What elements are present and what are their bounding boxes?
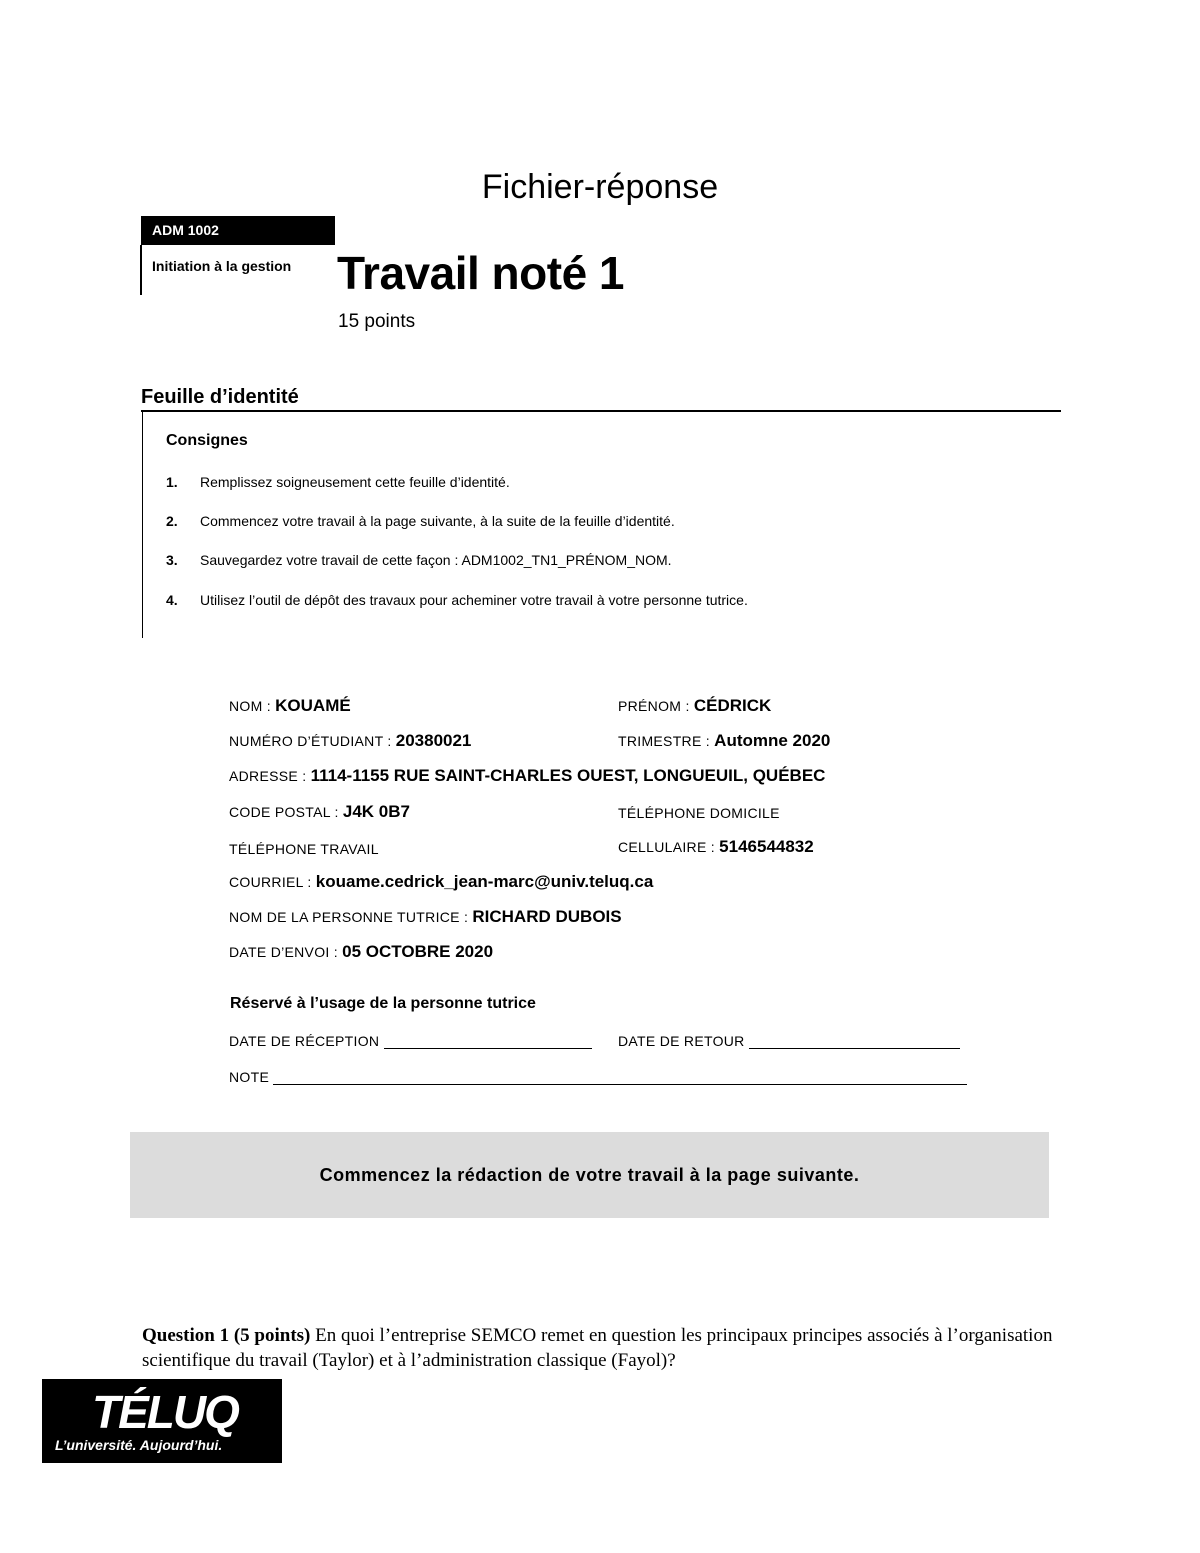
field-label: ADRESSE : <box>229 768 311 784</box>
field-label: DATE DE RETOUR <box>618 1033 749 1049</box>
field-date-reception[interactable] <box>229 1033 592 1049</box>
field-value: KOUAMÉ <box>275 696 351 715</box>
field-numero-etudiant <box>229 731 471 751</box>
field-label: CODE POSTAL : <box>229 804 343 820</box>
field-adresse <box>229 766 825 786</box>
instruction-text: Utilisez l’outil de dépôt des travaux pour acheminer votre travail à votre personne tutrice. <box>200 592 748 608</box>
field-value: 20380021 <box>395 731 472 750</box>
field-value: Automne 2020 <box>714 731 831 750</box>
instruction-text: Remplissez soigneusement cette feuille d’identité. <box>200 474 510 490</box>
field-label: NOTE <box>229 1069 274 1085</box>
field-telephone-travail <box>229 841 379 857</box>
field-code-postal <box>229 802 410 822</box>
instruction-item <box>166 474 510 490</box>
instruction-item <box>166 592 748 608</box>
field-value: 5146544832 <box>719 837 814 856</box>
assignment-points: 15 points <box>338 311 416 332</box>
field-prenom <box>618 696 771 716</box>
course-name: Initiation à la gestion <box>152 258 292 274</box>
assignment-title: Travail noté 1 <box>337 247 625 299</box>
field-nom <box>229 696 351 716</box>
fill-line[interactable] <box>749 1034 960 1049</box>
field-note[interactable] <box>229 1069 967 1085</box>
fill-line[interactable] <box>384 1034 592 1049</box>
doc-title: Fichier-réponse <box>481 168 719 206</box>
field-value: J4K 0B7 <box>342 802 410 821</box>
instruction-item <box>166 552 672 568</box>
instruction-number: 1. <box>166 474 178 490</box>
instruction-text: Commencez votre travail à la page suivante, à la suite de la feuille d’identité. <box>200 513 675 529</box>
question-label: Question 1 (5 points) <box>142 1325 311 1346</box>
instruction-text: Sauvegardez votre travail de cette façon : ADM1002_TN1_PRÉNOM_NOM. <box>200 552 672 568</box>
field-label: TRIMESTRE : <box>618 733 715 749</box>
field-label: NOM : <box>229 698 276 714</box>
identity-heading: Feuille d’identité <box>141 386 299 408</box>
field-date-envoi <box>229 942 493 962</box>
field-trimestre <box>618 731 830 751</box>
field-value: kouame.cedrick_jean-marc@univ.teluq.ca <box>315 872 654 891</box>
consignes-left-rule <box>142 412 143 638</box>
start-banner: Commencez la rédaction de votre travail à la page suivante. <box>130 1132 1049 1218</box>
field-value: 05 OCTOBRE 2020 <box>342 942 494 961</box>
logo-wordmark: TÉLUQ <box>92 1386 238 1438</box>
instruction-item <box>166 513 675 529</box>
field-courriel <box>229 872 653 892</box>
instruction-number: 3. <box>166 552 178 568</box>
field-telephone-domicile <box>618 805 780 821</box>
course-code: ADM 1002 <box>141 216 335 245</box>
field-label: DATE DE RÉCEPTION <box>229 1033 384 1049</box>
field-personne-tutrice <box>229 907 622 927</box>
consignes-title: Consignes <box>166 432 248 449</box>
field-label: CELLULAIRE : <box>618 839 720 855</box>
field-date-retour[interactable] <box>618 1033 960 1049</box>
course-left-rule <box>140 245 142 295</box>
instruction-number: 4. <box>166 592 178 608</box>
field-label: TÉLÉPHONE TRAVAIL <box>229 841 379 857</box>
field-label: NOM DE LA PERSONNE TUTRICE : <box>229 909 473 925</box>
identity-rule <box>141 410 1061 412</box>
question-text: En quoi l’entreprise SEMCO remet en question les principaux principes associés à l’organisation scientifique du travail (Taylor) et à l’administration classique (Fayol)? <box>142 1325 1053 1371</box>
logo-tagline: L’université. Aujourd’hui. <box>55 1437 223 1453</box>
field-label: COURRIEL : <box>229 874 316 890</box>
field-label: TÉLÉPHONE DOMICILE <box>618 805 780 821</box>
field-value: 1114-1155 RUE SAINT-CHARLES OUEST, LONGUEUIL, QUÉBEC <box>310 766 826 785</box>
field-value: CÉDRICK <box>693 696 772 715</box>
field-label: NUMÉRO D’ÉTUDIANT : <box>229 733 396 749</box>
question-1 <box>142 1323 1062 1373</box>
teluq-logo <box>42 1379 282 1463</box>
instruction-number: 2. <box>166 513 178 529</box>
field-value: RICHARD DUBOIS <box>472 907 622 926</box>
fill-line[interactable] <box>273 1070 967 1085</box>
field-label: DATE D’ENVOI : <box>229 944 343 960</box>
field-cellulaire <box>618 837 814 857</box>
field-label: PRÉNOM : <box>618 698 694 714</box>
reserve-title: Réservé à l’usage de la personne tutrice <box>230 995 536 1012</box>
